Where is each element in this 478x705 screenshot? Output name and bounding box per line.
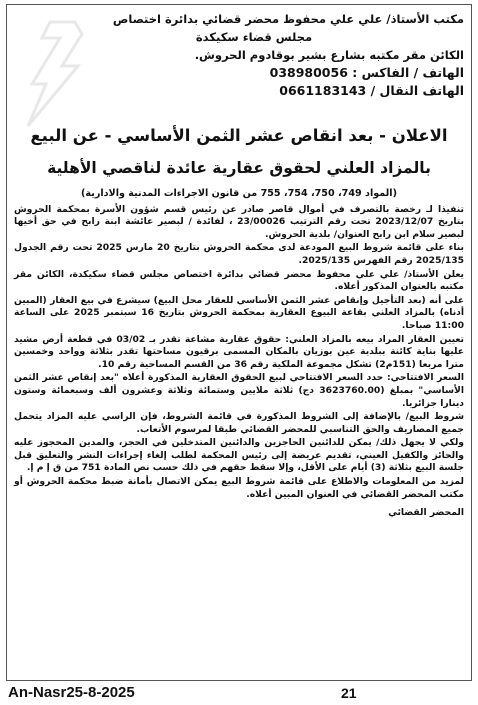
paragraph-conditions-list: بناء على قائمة شروط البيع المودعة لدى محكمة الحروش بتاريخ 20 مارس 2025 تحت رقم الجدول 2025/135 رقم الفهرس 2025/135. (14, 242, 464, 266)
mobile-line (44, 82, 464, 100)
paragraph-information: لمزيد من المعلومات والاطلاع على قائمة شروط البيع يمكن الاتصال بأمانة ضبط محكمة الحروش أو مكتب المحضر القضائي في العنوان المبين أعلاه. (14, 476, 464, 500)
bailiff-office-header (44, 10, 464, 100)
paragraph-sale-date: على أنه (بعد التأجيل وإنقاص عشر الثمن الأساسي للعقار محل البيع) سيشرع في بيع العقار (المبين أدناه) بالمزاد العلني بقاعة البيوع العقارية بمحكمة الحروش بتاريخ 16 سبتمبر 2025 على الساعة 11:00 صباحا. (14, 294, 465, 331)
publication-date: An-Nasr25-8-2025 (8, 684, 135, 701)
paragraph-authorization: تنفيذا لـ رخصة بالتصرف في أموال قاصر صادر عن رئيس قسم شؤون الأسرة بمحكمة الحروش بتاريخ 2023/12/07 تحت رقم الترتيب 23/00026 ، لفائدة / لبصير عائشة ابنة رابح في حق أخيها لبصير سلام ابن رابح العنوان/ بلدية الحروش. (14, 203, 465, 240)
announcement-subtitle: بالمزاد العلني لحقوق عقارية عائدة لناقصي الأهلية (47, 159, 431, 177)
fax-number: 038980056 (269, 65, 348, 80)
announcement-title: الاعلان - بعد انقاص عشر الثمن الأساسي - عن البيع (30, 126, 448, 145)
page-number: 21 (341, 685, 357, 701)
office-address-line: الكائن مقر مكتبه بشارع بشير بوقادوم الحروش. (194, 48, 464, 62)
paragraph-opening-price: السعر الافتتاحي: حدد السعر الافتتاحي لبيع الحقوق العقارية المذكورة أعلاه "بعد إنقاص عشر الثمن الأساسي" بمبلغ (3623760.00 دج) ثلاثة ملايين وستمائة وثلاثة وعشرون ألف وسبعمائة وستون دينارا جزائريا. (14, 372, 465, 409)
paragraph-objections: ولكي لا يجهل ذلك/ يمكن للدائنين الحاجزين والدائنين المتدخلين في الحجز، والمدين المحجوز عليه والحائز والكفيل العيني، تقديم عريضة إلى رئيس المحكمة لطلب إلغاء إجراءات النشر والتعليق قبل جلسة البيع بثلاثة (3) أيام على الأقل، وإلا سقط حقهم في ذلك حسب نص المادة 751 من ق إ م إ. (14, 437, 464, 474)
fax-label: الهاتف / الفاكس : (352, 65, 464, 80)
paragraph-sale-terms: شروط البيع/ بالإضافة إلى الشروط المذكورة في قائمة الشروط، فإن الراسي عليه المزاد يتحمل جميع المصاريف والحق التناسبي للمحضر القضائي طبقا لمرسوم الأتعاب. (14, 411, 464, 435)
paragraph-announcer: يعلن الأستاذ/ علي علي محفوظ محضر قضائي بدائرة اختصاص مجلس قضاء سكيكدة، الكائن مقر مكتبه بالعنوان المذكور أعلاه. (14, 268, 464, 293)
announcement-body (14, 188, 464, 521)
paragraph-property-description: تعيين العقار المراد بيعه بالمزاد العلني: حقوق عقارية مشاعة تقدر بـ 03/02 في قطعة أرض مشيد عليها بناية كائنة ببلدية عين بوزيان بالمكان المسمى برقيون مساحتها تقدر بثلاثة وواحد وخمسين مترا مربعا (151م2) تشكل مجموعة الملكية رقم 36 من القسم المساحية رقم 10. (14, 333, 464, 370)
legal-reference: (المواد 749، 750، 754، 755 من قانون الاجراءات المدنية والادارية) (81, 188, 397, 199)
page-footer (6, 683, 472, 703)
court-jurisdiction-line: مجلس قضاء سكيكدة (195, 30, 313, 44)
office-title-line: مكتب الأستاذ/ علي علي محفوظ محضر قضائي بدائرة اختصاص (112, 12, 464, 26)
bailiff-signature-label: المحضر القضائي (388, 507, 464, 519)
fax-line (44, 64, 464, 82)
mobile-label: الهاتف النقال / (370, 83, 464, 98)
mobile-number: 0661183143 (279, 83, 367, 98)
